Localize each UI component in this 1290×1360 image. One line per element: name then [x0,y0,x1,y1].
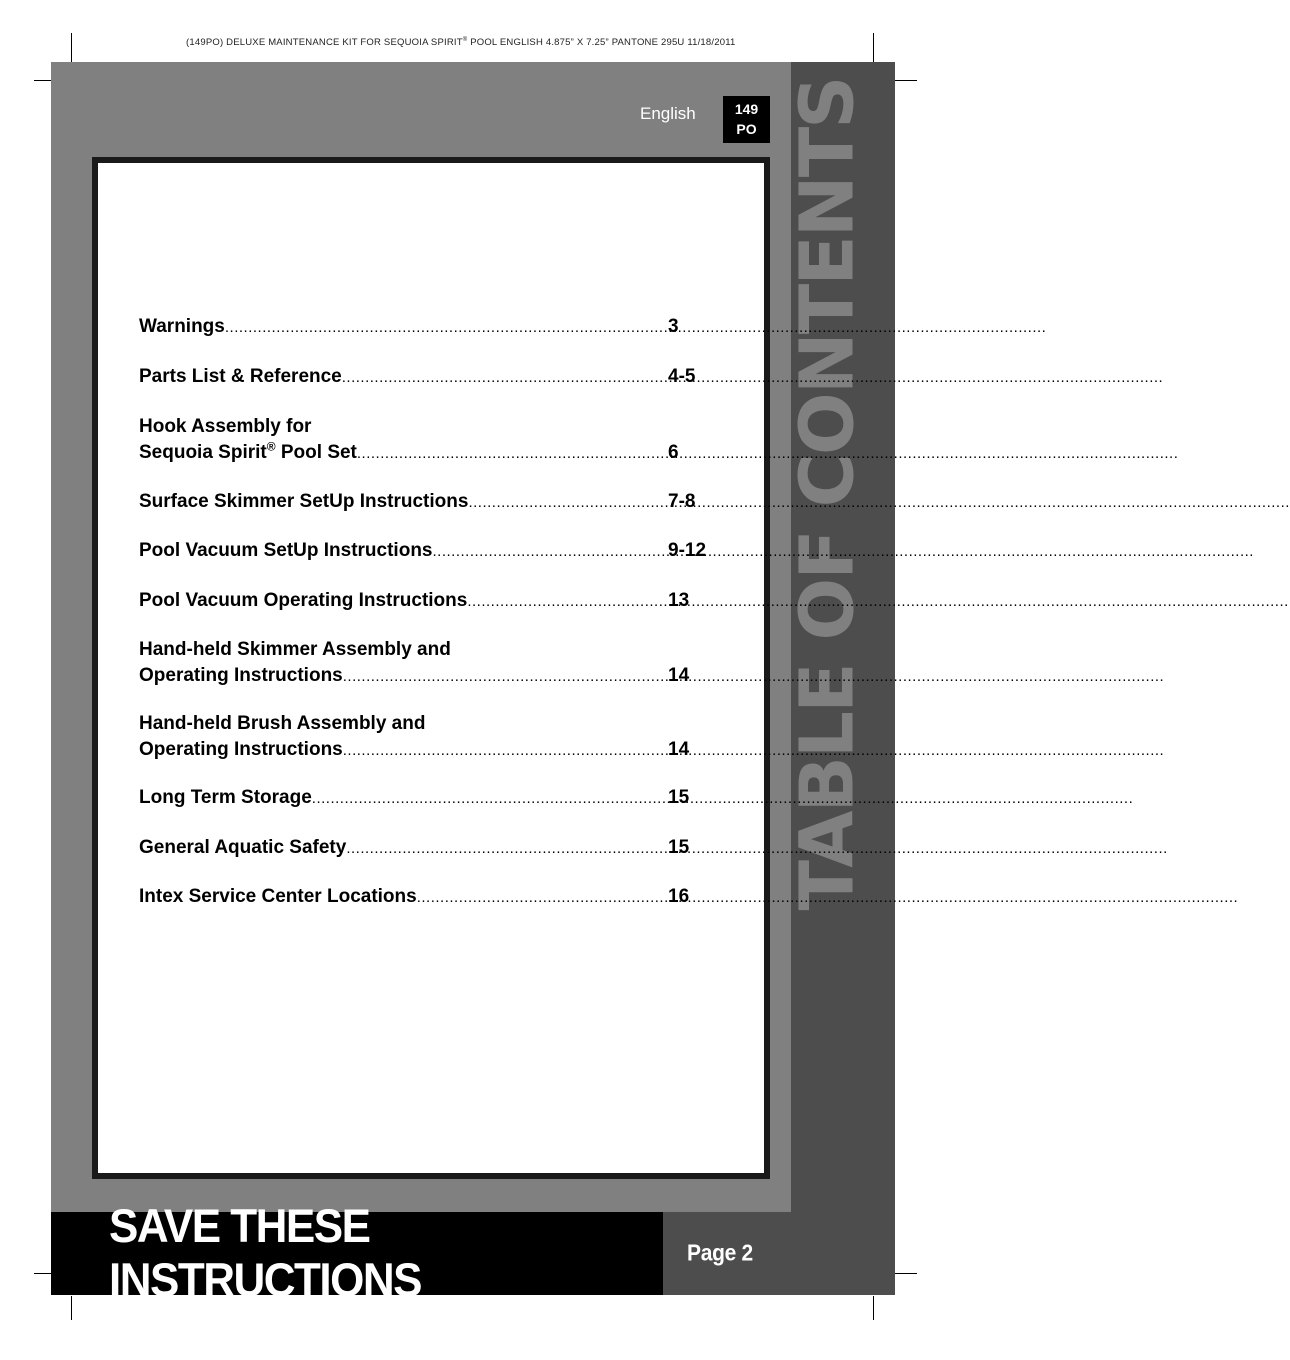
model-code-badge [723,96,770,143]
toc-title-line2 [139,440,357,466]
leader-dots [417,885,1238,911]
toc-page: 14 [668,665,690,686]
toc-entry-surface-skimmer [139,489,719,516]
toc-title: Warnings [139,316,225,337]
leader-dots [343,738,1164,764]
toc-page: 6 [668,442,679,463]
toc-page: 7-8 [668,491,696,512]
leader-dots [357,441,1178,467]
toc-page: 14 [668,739,690,760]
toc-title: Surface Skimmer SetUp Instructions [139,491,469,512]
toc-entry-safety [139,835,719,862]
toc-entry-parts-list [139,364,719,391]
leader-dots [467,589,1288,615]
leader-dots [433,539,1254,565]
toc-entry-service-centers [139,884,719,911]
crop-mark [873,1296,874,1320]
leader-dots [312,786,1133,812]
toc-page: 4-5 [668,366,696,387]
footer-banner-text: SAVE THESE INSTRUCTIONS [109,1199,421,1307]
toc-title-line1: Hook Assembly for [139,416,312,437]
toc-title-line1: Hand-held Brush Assembly and [139,713,426,734]
toc-page: 9-12 [668,540,707,561]
leader-dots [343,664,1164,690]
toc-title: Parts List & Reference [139,366,342,387]
footer-banner [51,1199,663,1307]
toc-title-line1: Hand-held Skimmer Assembly and [139,639,451,660]
model-code-line1: 149 [734,101,759,117]
toc-title: Pool Vacuum SetUp Instructions [139,540,433,561]
toc-page: 15 [668,787,690,808]
toc-title: General Aquatic Safety [139,837,347,858]
toc-title: Long Term Storage [139,787,312,808]
language-label: English [640,104,696,123]
side-title: TABLE OF CONTENTS [784,77,871,911]
toc-page: 15 [668,837,690,858]
print-header-text: (149PO) DELUXE MAINTENANCE KIT FOR SEQUOIA SPIRIT [186,37,463,49]
leader-dots [342,365,1163,391]
toc-title-part: Sequoia Spirit [139,442,267,463]
crop-mark [895,1273,917,1274]
leader-dots [468,490,1289,516]
toc-title-part: Pool Set [275,442,357,463]
footer-page-box [663,1212,791,1295]
toc-entry-hook-assembly [139,414,719,467]
leader-dots [225,315,1046,341]
toc-entry-storage [139,785,719,812]
toc-title-line2: Operating Instructions [139,739,343,760]
registered-mark: ® [266,439,276,454]
toc-title: Intex Service Center Locations [139,886,417,907]
toc-entry-hand-skimmer [139,637,719,690]
toc-entry-vacuum-operating [139,588,719,615]
toc-page: 13 [668,590,690,611]
toc-entry-hand-brush [139,711,719,764]
toc-title: Pool Vacuum Operating Instructions [139,590,468,611]
toc-entry-warnings [139,314,719,341]
toc-entry-vacuum-setup [139,538,719,565]
print-header [186,37,735,48]
crop-mark [895,80,917,81]
model-code-line2: PO [736,121,757,137]
page-number: Page 2 [687,1240,753,1266]
crop-mark [71,1296,72,1320]
toc-page: 3 [668,316,679,337]
print-header-text-2: POOL ENGLISH 4.875” X 7.25” PANTONE 295U 11/18/2011 [467,37,736,49]
leader-dots [346,836,1167,862]
toc-title-line2: Operating Instructions [139,665,343,686]
toc-page: 16 [668,886,690,907]
registered-mark: ® [462,37,468,43]
